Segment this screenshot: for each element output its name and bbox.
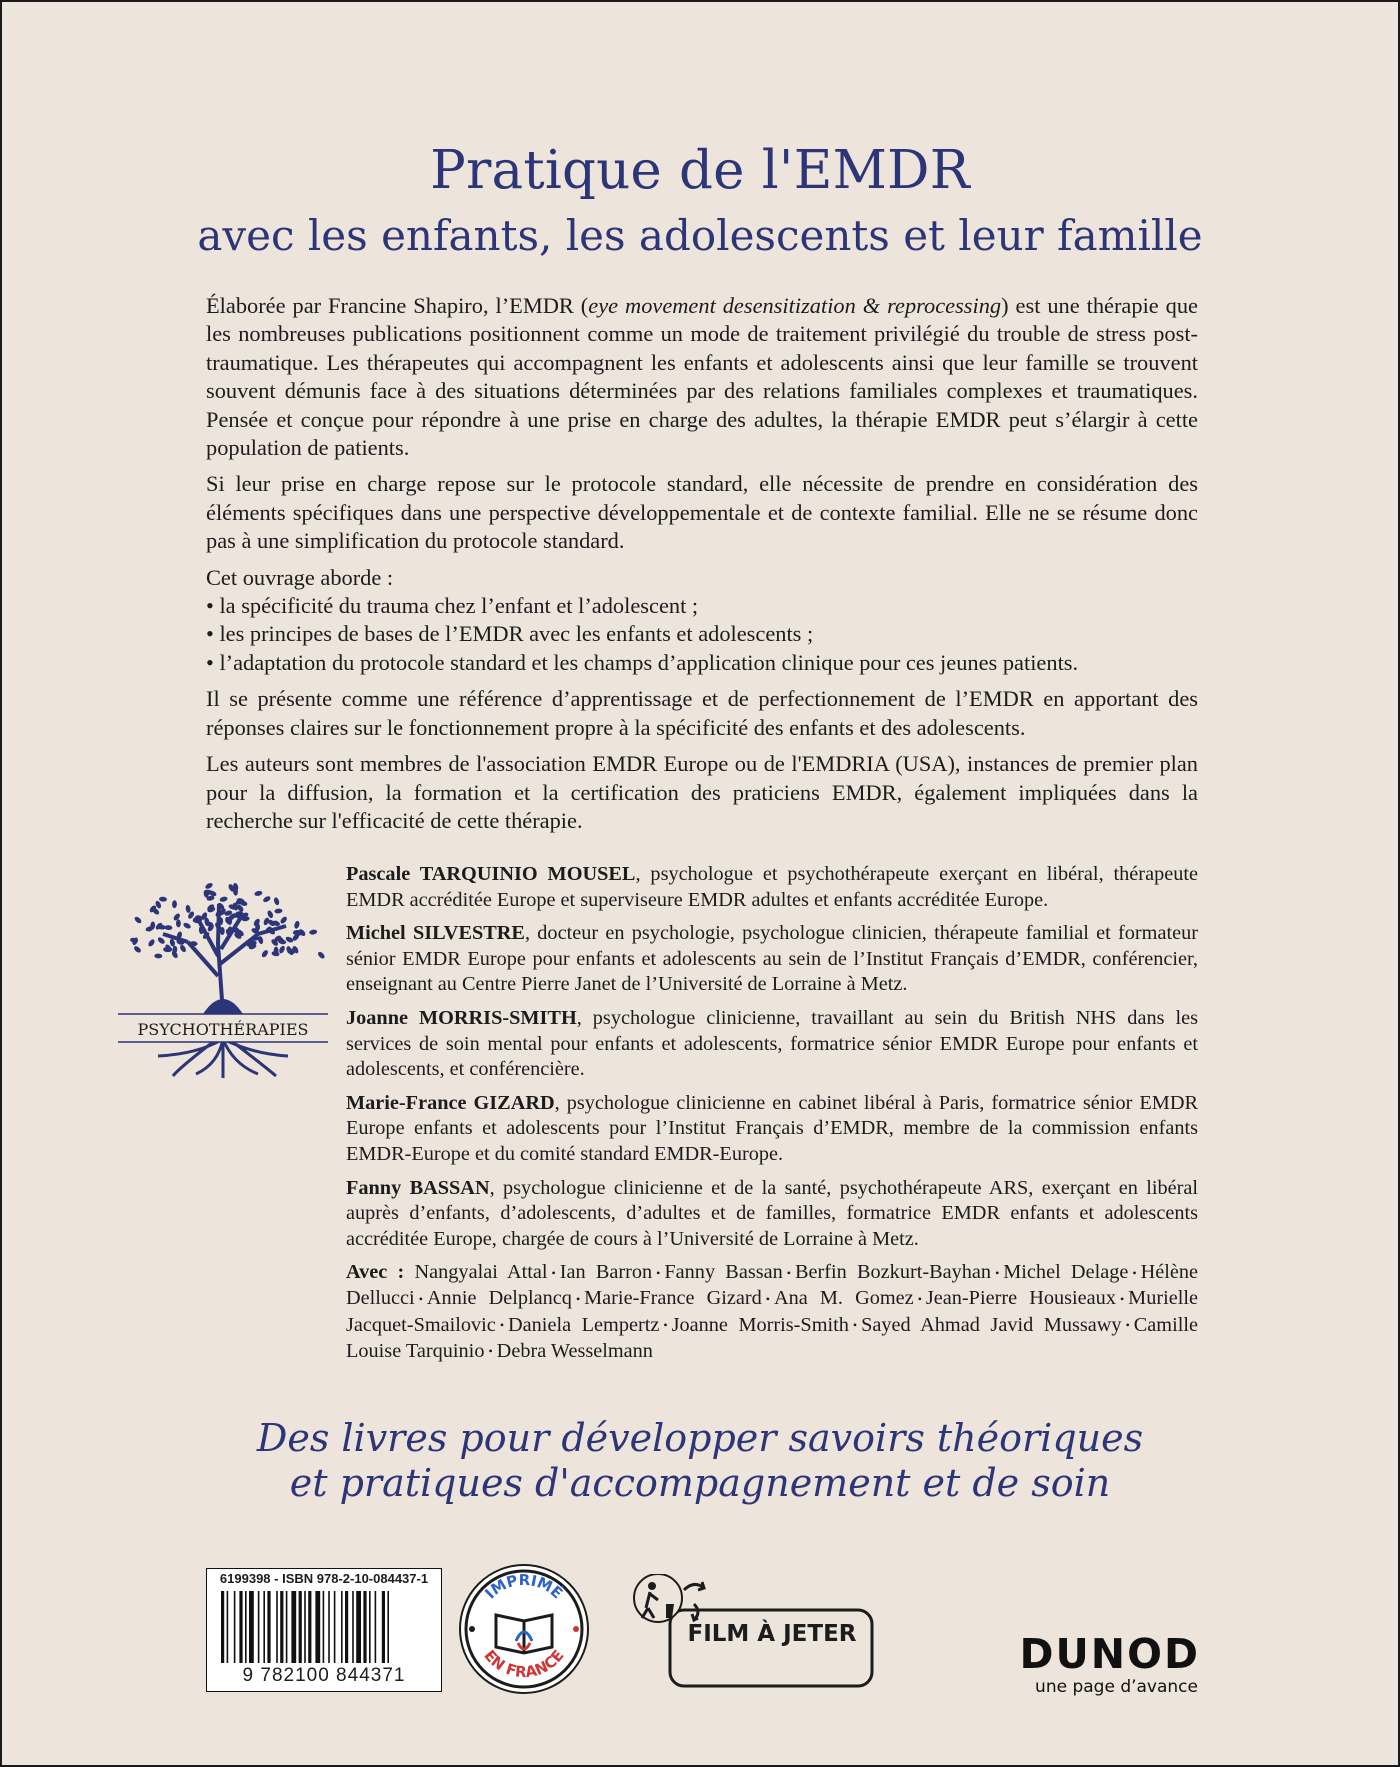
topics-list xyxy=(206,592,1198,677)
contributor-name: Michel Delage xyxy=(1003,1261,1129,1284)
contributor-name: Camille Louise Tarquinio xyxy=(346,1313,1198,1362)
contributors-list: Avec : Nangyalai Attal • Ian Barron • Fanny Bassan • Berfin Bozkurt-Bayhan • Michel Delage • Hélène Dellucci • Annie Delplancq • Marie-France Gizard • Ana M. Gomez • Jean-Pierre Housieaux • Murielle Jacquet-Smailovic • Daniela Lempertz • Joanne Morris-Smith • Sayed Ahmad Javid Mussawy • Camille Louise Tarquinio • Debra Wesselmann xyxy=(346,1261,1199,1362)
list-item: • l’adaptation du protocole standard et les champs d’application clinique pour ces jeunes patients. xyxy=(206,649,1198,677)
contributor-name: Annie Delplancq xyxy=(426,1287,572,1310)
contributor-name: Sayed Ahmad Javid Mussawy xyxy=(861,1313,1122,1336)
blurb-paragraph-3: Il se présente comme une référence d’apprentissage et de perfectionnement de l’EMDR en apportant des réponses claires sur le fonctionnement propre à la spécificité des enfants et des adolescents. xyxy=(206,686,1198,740)
barcode-digits: 9 782100 844371 xyxy=(242,1665,406,1686)
isbn-text: 6199398 - ISBN 978-2-10-084437-1 xyxy=(219,1571,429,1586)
author-entry: Fanny BASSAN, psychologue clinicienne et de la santé, psychothérapeute ARS, exerçant en libéral auprès d’enfants, d’adolescents, d’adultes et de familles, formatrice EMDR enfants et adolescents accréditée Europe, chargée de cours à l’Université de Lorraine à Metz. xyxy=(346,1176,1199,1250)
psychotherapies-logo xyxy=(118,864,328,1079)
contributor-name: Daniela Lempertz xyxy=(508,1313,660,1336)
book-subtitle: avec les enfants, les adolescents et leur famille xyxy=(197,211,1203,260)
list-intro: Cet ouvrage aborde : xyxy=(206,564,394,590)
author-name: Marie-France GIZARD xyxy=(346,1091,555,1114)
contributor-name: Hélène Dellucci xyxy=(346,1261,1199,1310)
author-entry: Joanne MORRIS-SMITH, psychologue clinicienne, travaillant au sein du British NHS dans les services de soin mental pour enfants et adolescents, formatrice sénior EMDR Europe pour enfants et adolescents, et conférencière. xyxy=(346,1006,1198,1081)
contributors-label: Avec : xyxy=(346,1261,405,1284)
author-name: Joanne MORRIS-SMITH xyxy=(346,1006,577,1029)
publisher-slogan: une page d’avance xyxy=(1035,1677,1198,1697)
blurb xyxy=(206,292,1198,843)
contributor-name: Marie-France Gizard xyxy=(584,1287,762,1310)
contributor-name: Fanny Bassan xyxy=(664,1261,783,1284)
collection-tagline: Des livres pour développer savoirs théoriques et pratiques d'accompagnement et de soin xyxy=(256,1416,1144,1505)
contributor-name: Joanne Morris-Smith xyxy=(671,1313,849,1336)
blurb-paragraph-4: Les auteurs sont membres de l'association EMDR Europe ou de l'EMDRIA (USA), instances de premier plan pour la diffusion, la formation et la certification des praticiens EMDR, également impliquées dans la recherche sur l'efficacité de cette thérapie. xyxy=(206,751,1198,833)
imprime-en-france-badge xyxy=(458,1563,590,1695)
contributor-name: Nangyalai Attal xyxy=(414,1261,548,1284)
contributor-name: Ana M. Gomez xyxy=(774,1287,914,1310)
author-entry: Pascale TARQUINIO MOUSEL, psychologue et psychothérapeute exerçant en libéral, thérapeute EMDR accréditée Europe et superviseure EMDR adultes et enfants accréditée Europe. xyxy=(346,863,1198,911)
publisher-logo: DUNOD xyxy=(1019,1630,1200,1678)
author-name: Fanny BASSAN xyxy=(346,1176,490,1199)
contributor-name: Debra Wesselmann xyxy=(496,1339,653,1362)
imprime-bottom-text: EN FRANCE xyxy=(480,1646,568,1682)
author-entry: Michel SILVESTRE, docteur en psychologie, psychologue clinicien, thérapeute familial et formateur sénior EMDR Europe pour enfants et adolescents au sein de l’Institut Français d’EMDR, conférencier, enseignant au Centre Pierre Janet de l’Université de Lorraine à Metz. xyxy=(346,922,1198,996)
contributor-name: Murielle Jacquet-Smailovic xyxy=(346,1287,1199,1336)
contributor-name: Jean-Pierre Housieaux xyxy=(925,1287,1116,1310)
book-title: Pratique de l'EMDR xyxy=(430,140,970,201)
author-entry: Marie-France GIZARD, psychologue clinicienne en cabinet libéral à Paris, formatrice sénior EMDR Europe enfants et adolescents pour l’Institut Français d’EMDR, membre de la commission enfants EMDR-Europe et du comité standard EMDR-Europe. xyxy=(346,1091,1198,1165)
collection-label: PSYCHOTHÉRAPIES xyxy=(137,1020,309,1039)
list-item: • la spécificité du trauma chez l’enfant et l’adolescent ; xyxy=(206,592,1198,620)
film-a-jeter-badge xyxy=(632,1574,878,1694)
authors-section xyxy=(346,862,1198,1373)
blurb-paragraph-1: Élaborée par Francine Shapiro, l’EMDR (eye movement desensitization & reprocessing) est une thérapie que les nombreuses publications positionnent comme un mode de traitement privilégié du trouble de stress post-traumatique. Les thérapeutes qui accompagnent les enfants et adolescents ainsi que leur famille se trouvent souvent démunis face à des situations déterminées par des relations familiales complexes et traumatiques. Pensée et conçue pour répondre à une prise en charge des adultes, la thérapie EMDR peut s’élargir à cette population de patients. xyxy=(206,293,1198,461)
author-name: Michel SILVESTRE xyxy=(346,922,525,945)
blurb-paragraph-2: Si leur prise en charge repose sur le protocole standard, elle nécessite de prendre en considération des éléments spécifiques dans une perspective développementale et de contexte familial. Elle ne se résume donc pas à une simplification du protocole standard. xyxy=(206,471,1198,554)
author-name: Pascale TARQUINIO MOUSEL xyxy=(346,863,636,885)
imprime-top-text: IMPRIMÉ xyxy=(481,1570,567,1603)
list-item: • les principes de bases de l’EMDR avec les enfants et adolescents ; xyxy=(206,620,1198,648)
contributor-name: Berfin Bozkurt-Bayhan xyxy=(794,1261,992,1284)
contributor-name: Ian Barron xyxy=(559,1261,653,1284)
tree-icon xyxy=(130,882,326,1078)
isbn-barcode xyxy=(206,1568,442,1692)
film-label: FILM À JETER xyxy=(687,1621,857,1647)
